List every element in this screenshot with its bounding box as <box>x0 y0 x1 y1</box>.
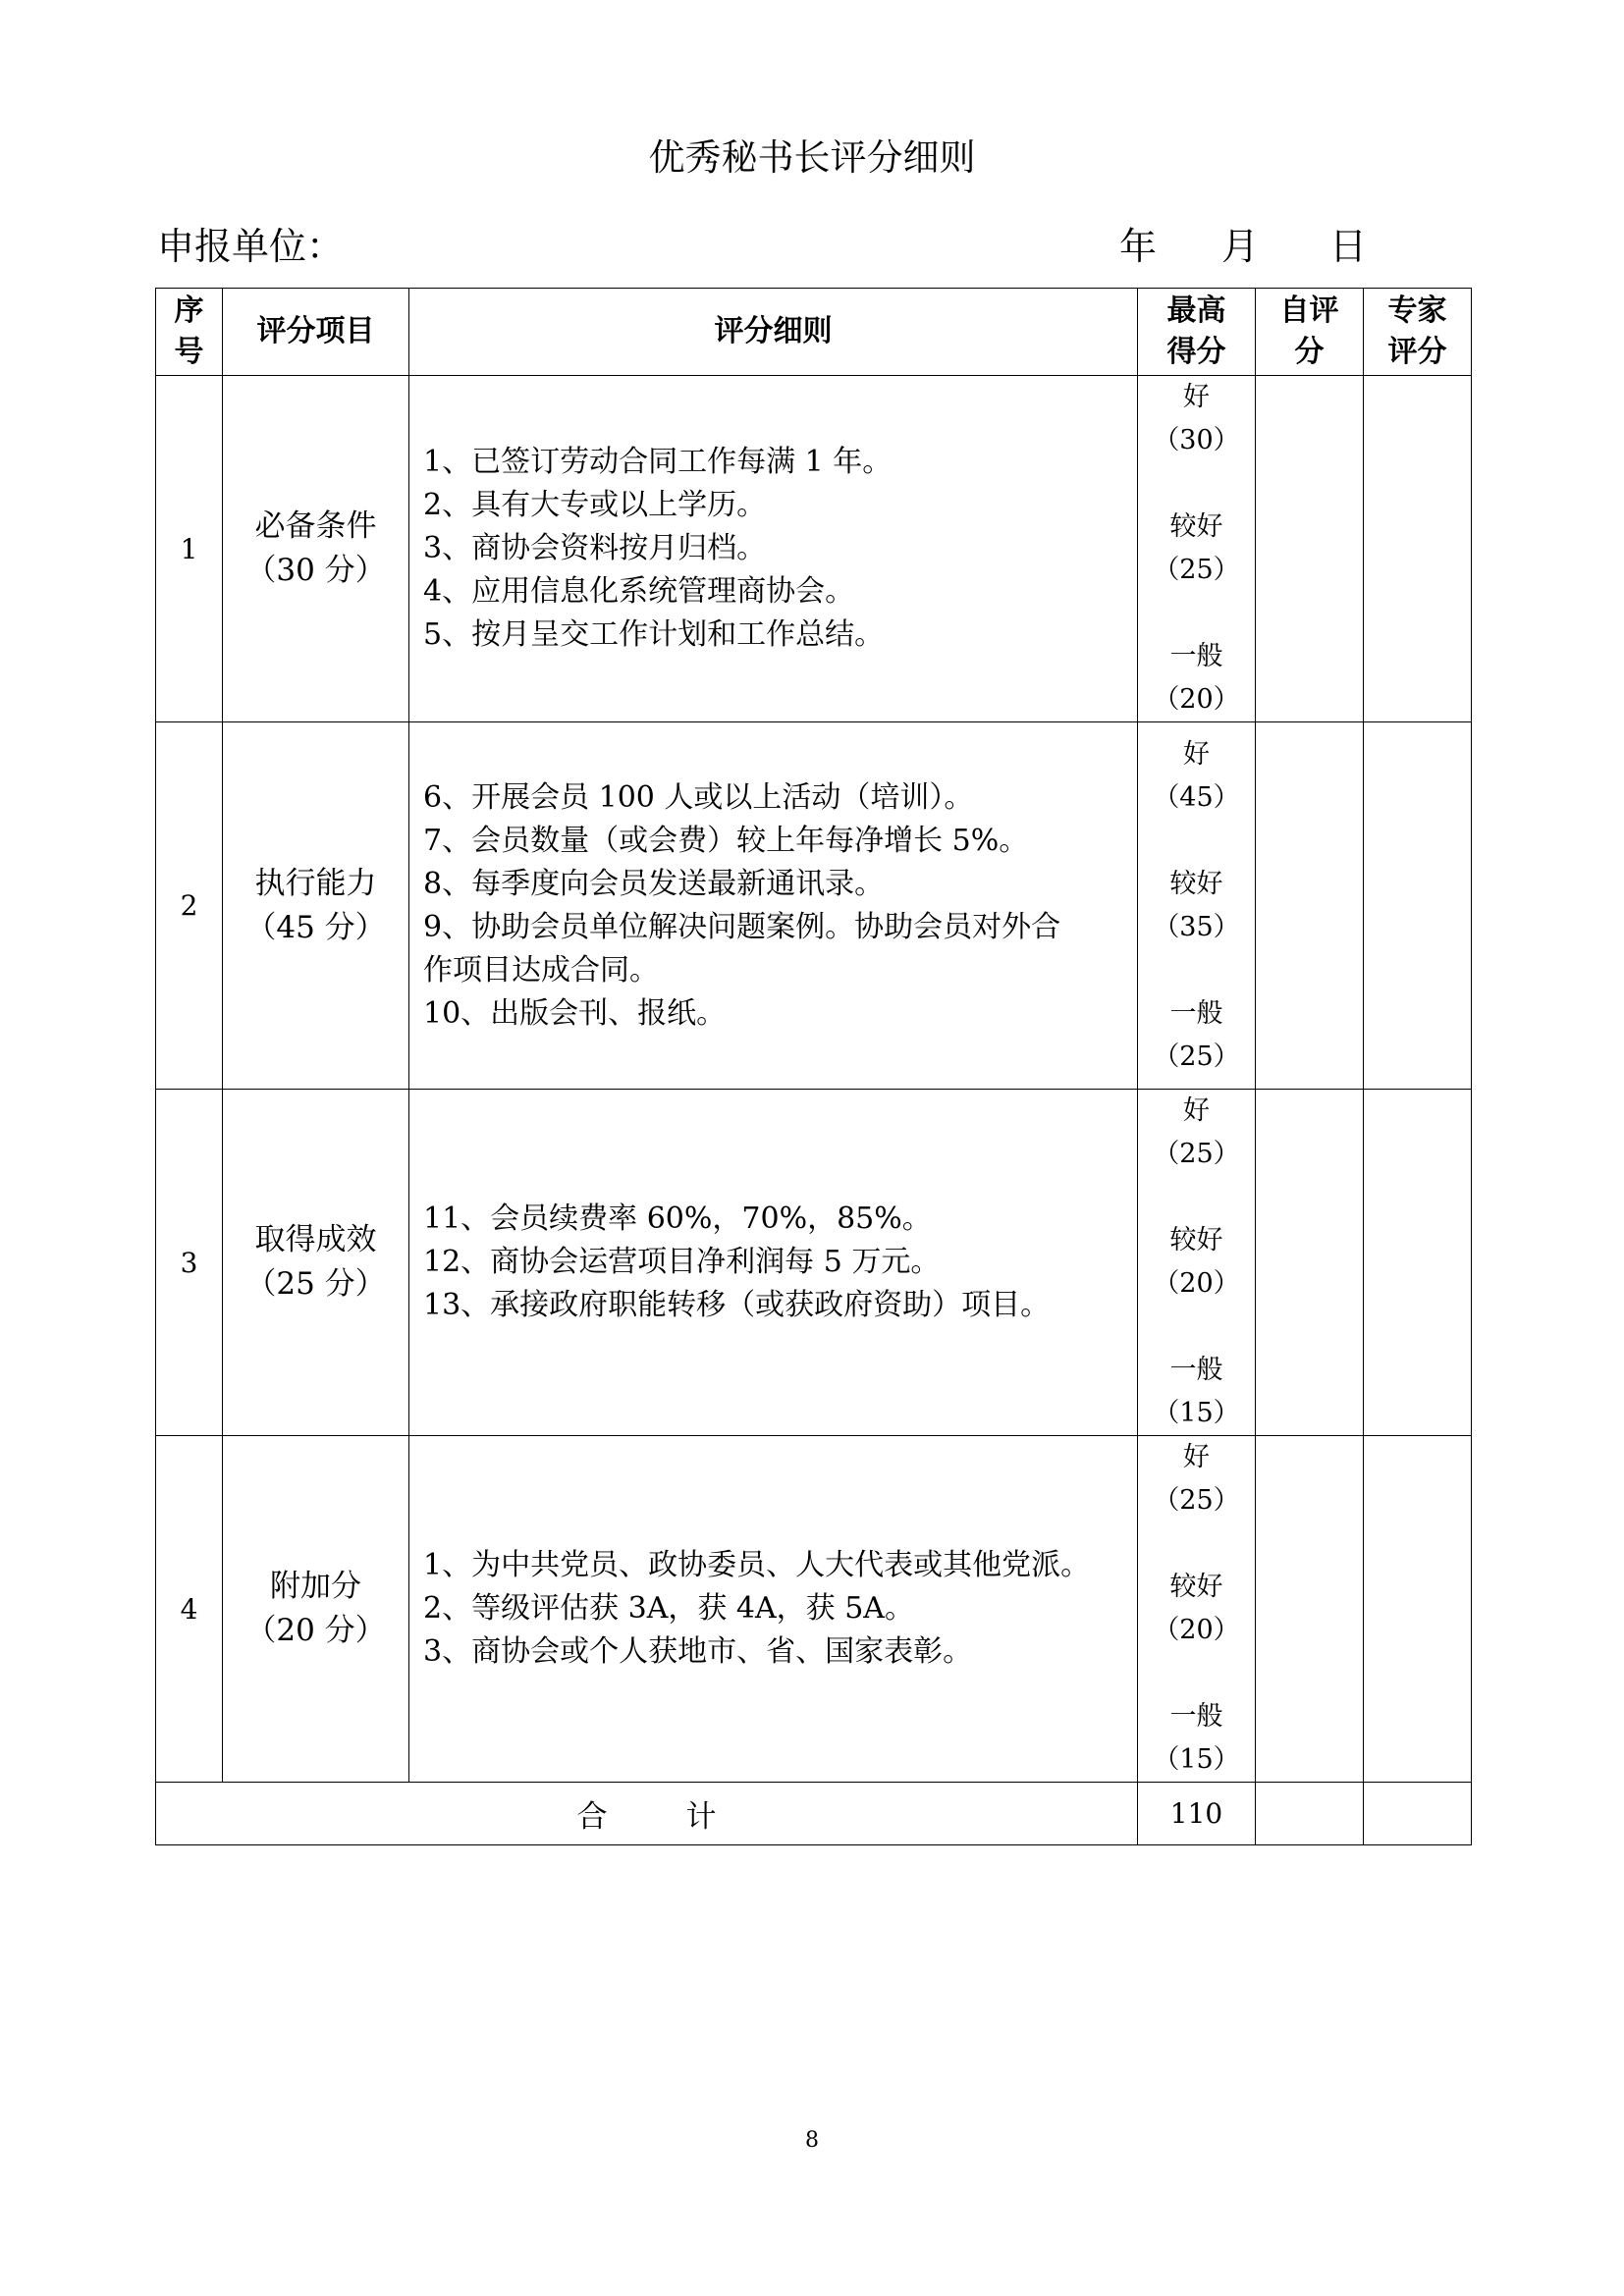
header-rules: 评分细则 <box>409 289 1138 376</box>
rule-line: 10、出版会刊、报纸。 <box>423 995 727 1031</box>
header-max-score: 最高 得分 <box>1138 289 1256 376</box>
total-expert-score-cell[interactable] <box>1364 1783 1472 1845</box>
level-label: 一般 <box>1169 997 1223 1029</box>
level-score: （20） <box>1153 1268 1240 1299</box>
date-year-label: 年 <box>1119 225 1158 268</box>
total-label: 合 计 <box>156 1783 1138 1845</box>
level-label: 一般 <box>1169 1355 1223 1385</box>
row-rules <box>409 722 1138 1090</box>
rule-line: 6、开展会员 100 人或以上活动（培训）。 <box>423 779 974 815</box>
rule-line: 3、商协会或个人获地市、省、国家表彰。 <box>423 1634 973 1669</box>
table-row <box>156 1436 1472 1783</box>
date-month-label: 月 <box>1221 225 1260 268</box>
level-score: （45） <box>1153 781 1240 813</box>
self-score-cell[interactable] <box>1256 1436 1364 1783</box>
page-title: 优秀秘书长评分细则 <box>648 136 976 179</box>
rule-line: 2、具有大专或以上学历。 <box>423 488 767 522</box>
row-item: 必备条件 （30 分） <box>223 376 409 722</box>
header-row <box>156 289 1472 376</box>
row-number: 1 <box>156 376 223 722</box>
row-item: 附加分 （20 分） <box>223 1436 409 1783</box>
rule-line: 7、会员数量（或会费）较上年每净增长 5%。 <box>423 823 1029 858</box>
level-label: 较好 <box>1169 1225 1223 1255</box>
level-score: （25） <box>1153 555 1240 585</box>
rule-line: 1、已签订劳动合同工作每满 1 年。 <box>423 445 893 479</box>
score-table <box>155 288 1472 1845</box>
rule-line: 11、会员续费率 60%，70%，85%。 <box>423 1201 932 1236</box>
level-label: 好 <box>1183 1095 1210 1126</box>
row-rules <box>409 1436 1138 1783</box>
level-score: （20） <box>1153 1615 1240 1645</box>
rule-line: 8、每季度向会员发送最新通讯录。 <box>423 866 885 901</box>
header-expert-score: 专家 评分 <box>1364 289 1472 376</box>
row-number: 2 <box>156 722 223 1090</box>
level-score: （35） <box>1153 911 1240 942</box>
row-rules <box>409 376 1138 722</box>
header-self-score: 自评 分 <box>1256 289 1364 376</box>
total-self-score-cell[interactable] <box>1256 1783 1364 1845</box>
level-score: （25） <box>1153 1139 1240 1169</box>
total-row <box>156 1783 1472 1845</box>
rule-line: 5、按月呈交工作计划和工作总结。 <box>423 617 885 652</box>
expert-score-cell[interactable] <box>1364 1090 1472 1436</box>
level-score: （25） <box>1153 1041 1240 1072</box>
rule-line: 2、等级评估获 3A，获 4A，获 5A。 <box>423 1591 914 1626</box>
row-number: 4 <box>156 1436 223 1783</box>
rule-line: 13、承接政府职能转移（或获政府资助）项目。 <box>423 1288 1051 1322</box>
level-score: （30） <box>1153 425 1240 455</box>
row-rules <box>409 1090 1138 1436</box>
expert-score-cell[interactable] <box>1364 722 1472 1090</box>
applicant-label: 申报单位： <box>157 225 345 268</box>
rule-line: 4、应用信息化系统管理商协会。 <box>423 574 855 609</box>
page-number: 8 <box>805 2128 819 2153</box>
level-score: （15） <box>1153 1744 1240 1775</box>
header-no: 序 号 <box>156 289 223 376</box>
level-label: 较好 <box>1169 1572 1223 1602</box>
date-day-label: 日 <box>1329 225 1368 268</box>
expert-score-cell[interactable] <box>1364 1436 1472 1783</box>
row-number: 3 <box>156 1090 223 1436</box>
rule-line: 12、商协会运营项目净利润每 5 万元。 <box>423 1245 941 1279</box>
total-max-score: 110 <box>1138 1783 1256 1845</box>
row-item: 取得成效 （25 分） <box>223 1090 409 1436</box>
rule-line: 3、商协会资料按月归档。 <box>423 531 767 565</box>
rule-line: 9、协助会员单位解决问题案例。协助会员对外合 <box>423 909 1061 944</box>
row-max-score <box>1138 376 1256 722</box>
table-row <box>156 1090 1472 1436</box>
self-score-cell[interactable] <box>1256 722 1364 1090</box>
level-score: （25） <box>1153 1485 1240 1516</box>
table-row <box>156 722 1472 1090</box>
row-max-score <box>1138 1436 1256 1783</box>
self-score-cell[interactable] <box>1256 1090 1364 1436</box>
level-label: 好 <box>1183 382 1210 412</box>
table-row <box>156 376 1472 722</box>
level-label: 好 <box>1183 1442 1210 1472</box>
level-score: （15） <box>1153 1398 1240 1428</box>
level-label: 好 <box>1183 738 1210 770</box>
header-item: 评分项目 <box>223 289 409 376</box>
expert-score-cell[interactable] <box>1364 376 1472 722</box>
row-max-score <box>1138 722 1256 1090</box>
self-score-cell[interactable] <box>1256 376 1364 722</box>
row-max-score <box>1138 1090 1256 1436</box>
level-label: 较好 <box>1169 868 1223 899</box>
level-label: 较好 <box>1169 511 1223 542</box>
level-label: 一般 <box>1169 1701 1223 1732</box>
rule-line: 作项目达成合同。 <box>423 952 659 988</box>
level-score: （20） <box>1153 684 1240 715</box>
rule-line: 1、为中共党员、政协委员、人大代表或其他党派。 <box>423 1548 1091 1582</box>
row-item: 执行能力 （45 分） <box>223 722 409 1090</box>
level-label: 一般 <box>1169 641 1223 671</box>
